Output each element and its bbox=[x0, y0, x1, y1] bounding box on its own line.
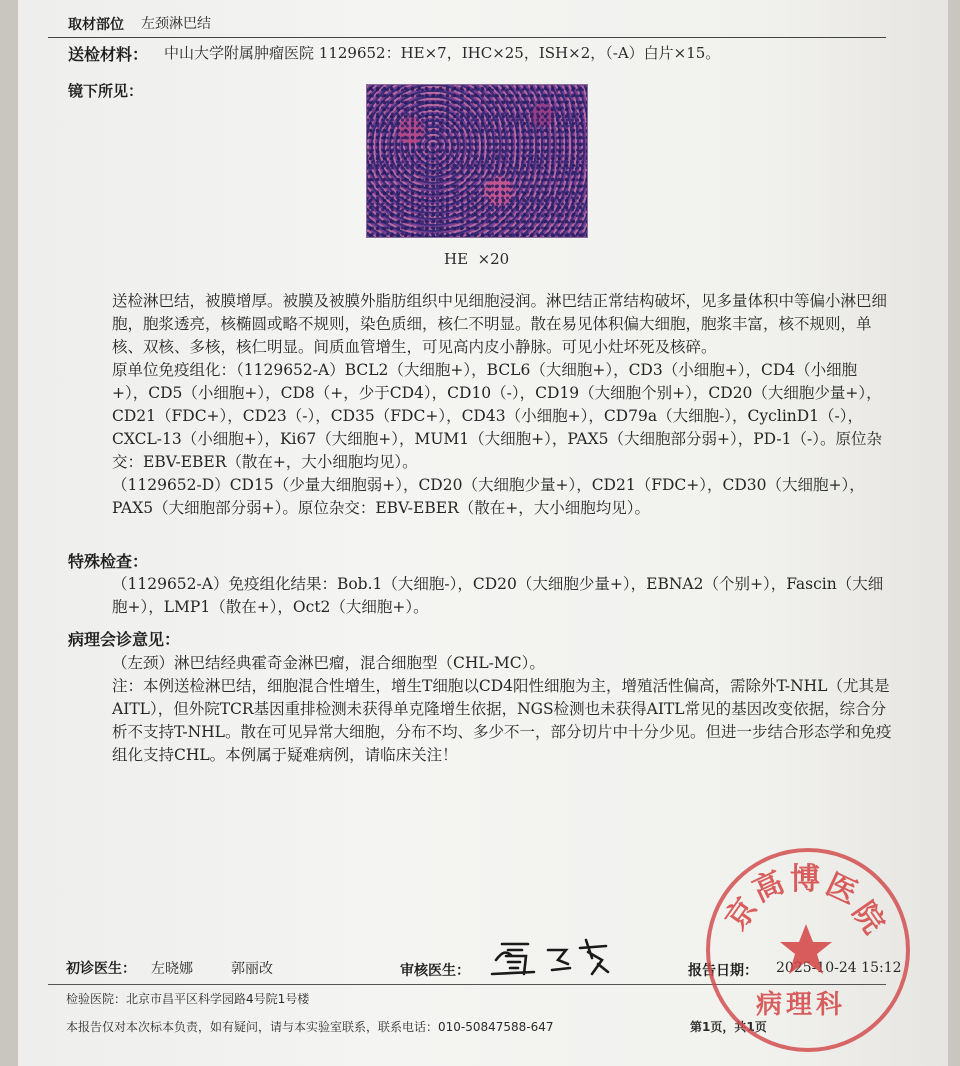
ihc-d-results: （1129652-D）CD15（少量大细胞弱+），CD20（大细胞少量+），CD21（FDC+），CD30（大细胞+），PAX5（大细胞部分弱+）。原位杂交：EBV-EBER（散在+，大小细胞均见）。 bbox=[112, 476, 865, 517]
microscopy-body bbox=[112, 290, 892, 520]
submitted-value: 中山大学附属肿瘤医院 1129652：HE×7，IHC×25，ISH×2，（-A）白片×15。 bbox=[164, 44, 721, 62]
microscopy-label: 镜下所见： bbox=[68, 82, 144, 100]
initial-doctor-2: 郭丽改 bbox=[231, 961, 273, 977]
report-date-label: 报告日期： bbox=[688, 963, 758, 979]
disclaimer: 本报告仅对本次标本负责，如有疑问，请与本实验室联系，联系电话：010-50847588-647 bbox=[66, 1020, 554, 1034]
reviewer-label: 审核医生： bbox=[400, 963, 470, 979]
special-body bbox=[112, 573, 892, 619]
reviewer-signature bbox=[488, 930, 618, 980]
opinion-label: 病理会诊意见： bbox=[68, 630, 181, 649]
initial-doctor-label: 初诊医生： bbox=[66, 961, 136, 977]
opinion-body bbox=[112, 652, 892, 767]
report-date-value: 2025-10-24 15:12 bbox=[776, 960, 902, 976]
histology-image bbox=[366, 84, 588, 238]
initial-doctor-1: 左晓娜 bbox=[151, 961, 193, 977]
star-icon bbox=[778, 922, 834, 976]
microscopy-description: 送检淋巴结，被膜增厚。被膜及被膜外脂肪组织中见细胞浸润。淋巴结正常结构破坏，见多量体积中等偏小淋巴细胞，胞浆透亮，核椭圆或略不规则，染色质细，核仁不明显。散在易见体积偏大细胞，胞浆丰富，核不规则，单核、双核、多核，核仁明显。间质血管增生，可见高内皮小静脉。可见小灶坏死及核碎。 bbox=[112, 292, 888, 356]
header-divider bbox=[48, 37, 886, 38]
special-text: （1129652-A）免疫组化结果：Bob.1（大细胞-），CD20（大细胞少量+），EBNA2（个别+），Fascin（大细胞+），LMP1（散在+），Oct2（大细胞+）。 bbox=[112, 575, 884, 616]
ihc-a-results: 原单位免疫组化：（1129652-A）BCL2（大细胞+），BCL6（大细胞+），CD3（小细胞+），CD4（小细胞+），CD5（小细胞+），CD8（+，少于CD4），CD10（-），CD19（大细胞个别+），CD20（大细胞少量+），CD21（FDC+），CD23（-），CD35（FDC+），CD43（小细胞+），CD79a（大细胞-），CyclinD1（-），CXCL-13（小细胞+），Ki67（大细胞+），MUM1（大细胞+），PAX5（大细胞部分弱+），PD-1（-）。原位杂交：EBV-EBER（散在+，大小细胞均见）。 bbox=[112, 361, 882, 471]
special-label: 特殊检查： bbox=[68, 552, 149, 571]
hospital-seal: 京 高 博 医 院 病理科 bbox=[706, 848, 910, 1052]
lab-address: 检验医院：北京市昌平区科学园路4号院1号楼 bbox=[66, 992, 310, 1006]
page-number: 第1页，共1页 bbox=[690, 1020, 767, 1034]
specimen-site-label: 取材部位 bbox=[68, 17, 124, 33]
specimen-site-value: 左颈淋巴结 bbox=[141, 16, 211, 32]
diagnosis-text: （左颈）淋巴结经典霍奇金淋巴瘤，混合细胞型（CHL-MC）。 bbox=[112, 654, 545, 672]
submitted-label: 送检材料： bbox=[68, 45, 149, 64]
opinion-note: 注：本例送检淋巴结，细胞混合性增生，增生T细胞以CD4阳性细胞为主，增殖活性偏高，需除外T-NHL（尤其是AITL），但外院TCR基因重排检测未获得单克隆增生依据，NGS检测也未获得AITL常见的基因改变依据，综合分析不支持T-NHL。散在可见异常大细胞，分布不均、多少不一，部分切片中十分少见。但进一步结合形态学和免疫组化支持CHL。本例属于疑难病例，请临床关注！ bbox=[112, 677, 892, 764]
image-caption: HE ×20 bbox=[444, 250, 510, 268]
